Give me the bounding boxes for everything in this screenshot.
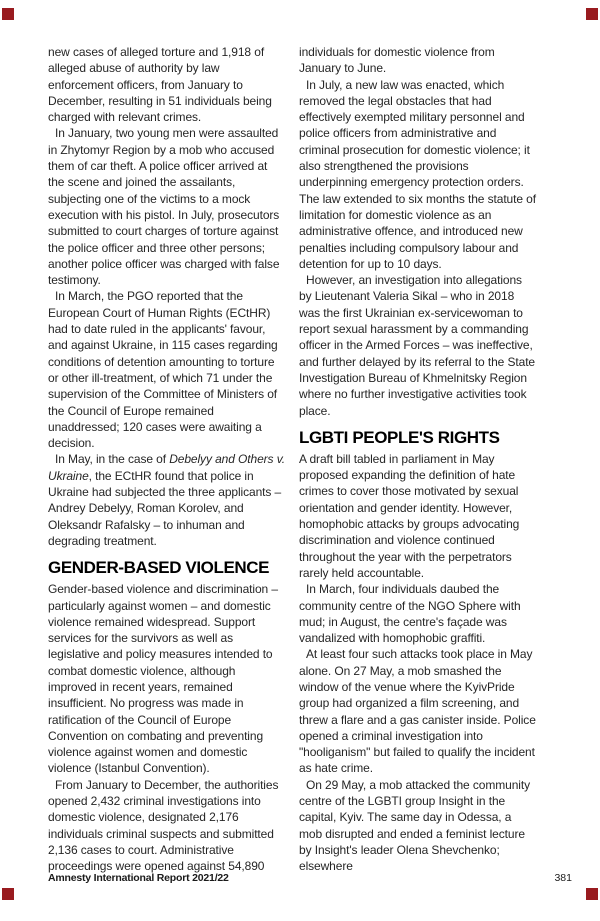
section-heading-lgbti-rights: LGBTI PEOPLE'S RIGHTS xyxy=(299,427,500,447)
paragraph-sphere-attacks: In March, four individuals daubed the community centre of the NGO Sphere with mud; in August, the centre's façade was vandalized with homophobic graffiti. xyxy=(299,582,521,646)
paragraph-new-law: In July, a new law was enacted, which removed the legal obstacles that had effectively exempted military personnel and police officers from administrative and criminal prosecution for domestic violence; it also strengthened the provisions underpinning emergency protection orders. The law extended to six months the statute of limitation for domestic violence as an administrative offence, and introduced new penalties including compulsory labour and detention for up to 10 days. xyxy=(299,77,536,271)
paragraph-may-attacks: At least four such attacks took place in May alone. On 27 May, a mob smashed the window of the venue where the KyivPride group had organized a film screening, and threw a flare and a gas canister inside. Police opened a criminal investigation into "hooliganism" but failed to qualify the incident as hate crime. xyxy=(299,647,536,776)
paragraph-text: , the ECtHR found that police in Ukraine had subjected the three applicants – Andrey Debelyy, Roman Korolev, and Oleksandr Rafalsky – to inhuman and degrading treatment. xyxy=(48,468,282,548)
page-footer xyxy=(48,872,572,884)
footer-page-number: 381 xyxy=(554,872,572,884)
paragraph-gbv-overview: Gender-based violence and discrimination – particularly against women – and domestic violence remained widespread. Support services for the survivors as well as legislative and policy measures intended to combat domestic violence, although improved in recent years, remained insufficient. No progress was made in ratification of the Council of Europe Convention on combating and preventing violence against women and domestic violence (Istanbul Convention). xyxy=(48,582,278,776)
corner-mark-bottom-left xyxy=(2,888,14,900)
right-column xyxy=(299,44,537,875)
paragraph-debelyy-case xyxy=(48,451,286,549)
case-name-italic: Debelyy and Others v. Ukraine xyxy=(48,452,285,483)
corner-mark-top-left xyxy=(2,8,14,20)
paragraph-torture-cases: new cases of alleged torture and 1,918 of alleged abuse of authority by law enforcement officers, from January to December, resulting in 51 individuals being charged with relevant crimes. xyxy=(48,45,272,125)
paragraph-hate-crime-bill: A draft bill tabled in parliament in May proposed expanding the definition of hate crimes to cover those motivated by sexual orientation and gender identity. However, homophobic attacks by groups advocating discrimination and violence continued throughout the year with the perpetrators rarely held accountable. xyxy=(299,451,520,580)
paragraph-dv-continuation: individuals for domestic violence from January to June. xyxy=(299,45,495,76)
corner-mark-top-right xyxy=(586,8,598,20)
paragraph-text: In May, in the case of xyxy=(55,452,170,467)
paragraph-zhytomyr-assault: In January, two young men were assaulted in Zhytomyr Region by a mob who accused them of car theft. A police officer arrived at the scene and joined the assailants, subjecting one of the victims to a mock execution with his pistol. In July, prosecutors submitted to court charges of torture against the police officer and three other persons; another police officer was charged with false testimony. xyxy=(48,126,280,288)
paragraph-sikal-investigation: However, an investigation into allegations by Lieutenant Valeria Sikal – who in 2018 was the first Ukrainian ex-servicewoman to report sexual harassment by a commanding officer in the Armed Forces – was ineffective, and further delayed by its referral to the State Investigation Bureau of Khmelnitsky Region where no further investigative activities took place. xyxy=(299,273,536,418)
paragraph-ecthr-rulings: In March, the PGO reported that the European Court of Human Rights (ECtHR) had to date ruled in the applicants' favour, and against Ukraine, in 115 cases regarding conditions of detention amounting to torture or other ill-treatment, of which 71 under the supervision of the Committee of Ministers of the Council of Europe remained unaddressed; 120 cases were awaiting a decision. xyxy=(48,289,278,451)
corner-mark-bottom-right xyxy=(586,888,598,900)
paragraph-gbv-statistics: From January to December, the authorities opened 2,432 criminal investigations into domestic violence, designated 2,176 individuals criminal suspects and submitted 2,136 cases to court. Administrative proceedings were opened against 54,890 xyxy=(48,777,279,874)
paragraph-insight-attack: On 29 May, a mob attacked the community centre of the LGBTI group Insight in the capital, Kyiv. The same day in Odessa, a mob disrupted and ended a feminist lecture by Insight's leader Olena Shevchenko; elsewhere xyxy=(299,777,530,874)
left-column xyxy=(48,44,286,875)
footer-report-title: Amnesty International Report 2021/22 xyxy=(48,872,229,884)
section-heading-gender-based-violence: GENDER-BASED VIOLENCE xyxy=(48,558,270,578)
text-columns xyxy=(48,44,552,875)
